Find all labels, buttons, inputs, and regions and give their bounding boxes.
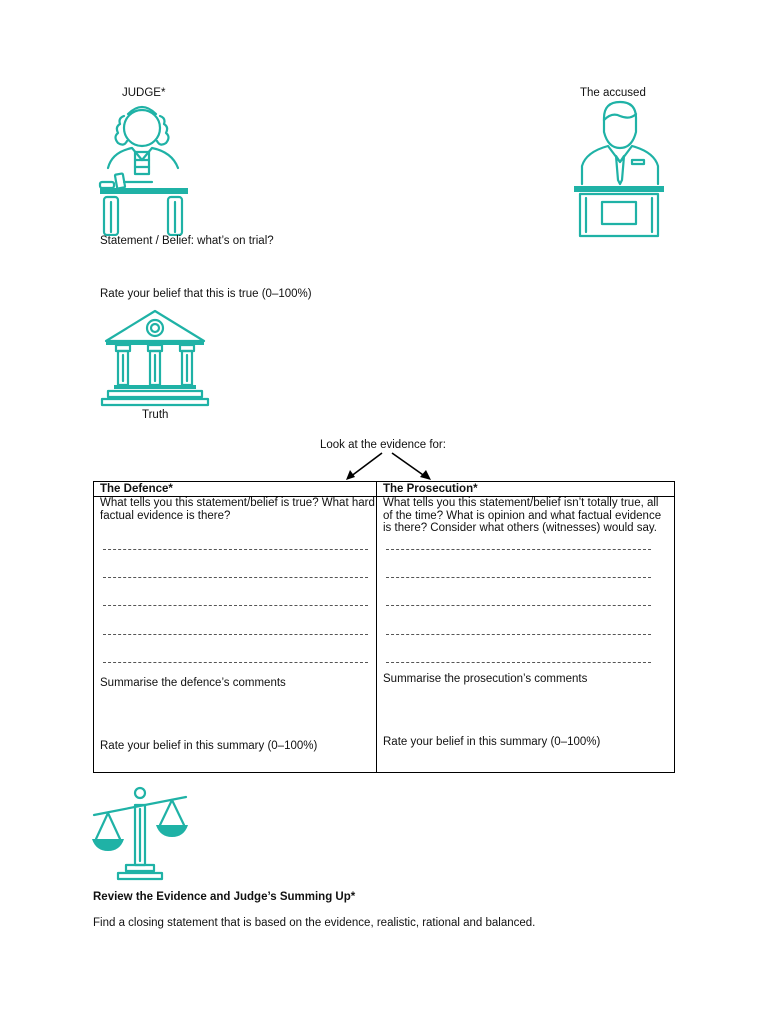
judge-label: JUDGE* <box>122 87 166 99</box>
rate-truth-prompt: Rate your belief that this is true (0–100%) <box>100 288 312 300</box>
prosecution-answer-line[interactable] <box>386 577 651 578</box>
prosecution-rate: Rate your belief in this summary (0–100%) <box>383 736 601 748</box>
evidence-arrows <box>340 450 440 484</box>
prosecution-question: What tells you this statement/belief isn’t totally true, all of the time? What is opinion and what factual evidence is there? Consider what others (witnesses) would say. <box>383 497 662 534</box>
truth-label: Truth <box>142 409 169 421</box>
defence-answer-line[interactable] <box>103 662 368 663</box>
accused-icon <box>572 100 666 238</box>
statement-on-trial: Statement / Belief: what’s on trial? <box>100 235 274 247</box>
prosecution-answer-line[interactable] <box>386 605 651 606</box>
evidence-table <box>93 481 675 773</box>
courthouse-icon <box>98 307 212 411</box>
defence-rate: Rate your belief in this summary (0–100%) <box>100 740 318 752</box>
defence-summarise: Summarise the defence’s comments <box>100 677 286 689</box>
closing-statement-prompt: Find a closing statement that is based on the evidence, realistic, rational and balanced. <box>93 917 536 929</box>
defence-question: What tells you this statement/belief is true? What hard factual evidence is there? <box>100 497 375 522</box>
prosecution-answer-line[interactable] <box>386 549 651 550</box>
accused-label: The accused <box>580 87 646 99</box>
prosecution-column <box>377 482 674 772</box>
defence-answer-line[interactable] <box>103 605 368 606</box>
defence-answer-line[interactable] <box>103 634 368 635</box>
review-title: Review the Evidence and Judge’s Summing Up* <box>93 891 356 903</box>
judge-icon <box>98 102 192 236</box>
prosecution-answer-line[interactable] <box>386 634 651 635</box>
evidence-intro: Look at the evidence for: <box>320 439 446 451</box>
prosecution-summarise: Summarise the prosecution’s comments <box>383 673 588 685</box>
prosecution-answer-line[interactable] <box>386 662 651 663</box>
prosecution-title: The Prosecution* <box>383 483 478 495</box>
scales-icon <box>90 783 190 881</box>
defence-title: The Defence* <box>100 483 173 495</box>
arrow-right-icon <box>392 453 431 480</box>
arrow-left-icon <box>346 453 382 480</box>
defence-answer-line[interactable] <box>103 549 368 550</box>
defence-answer-line[interactable] <box>103 577 368 578</box>
defence-column <box>94 482 376 772</box>
